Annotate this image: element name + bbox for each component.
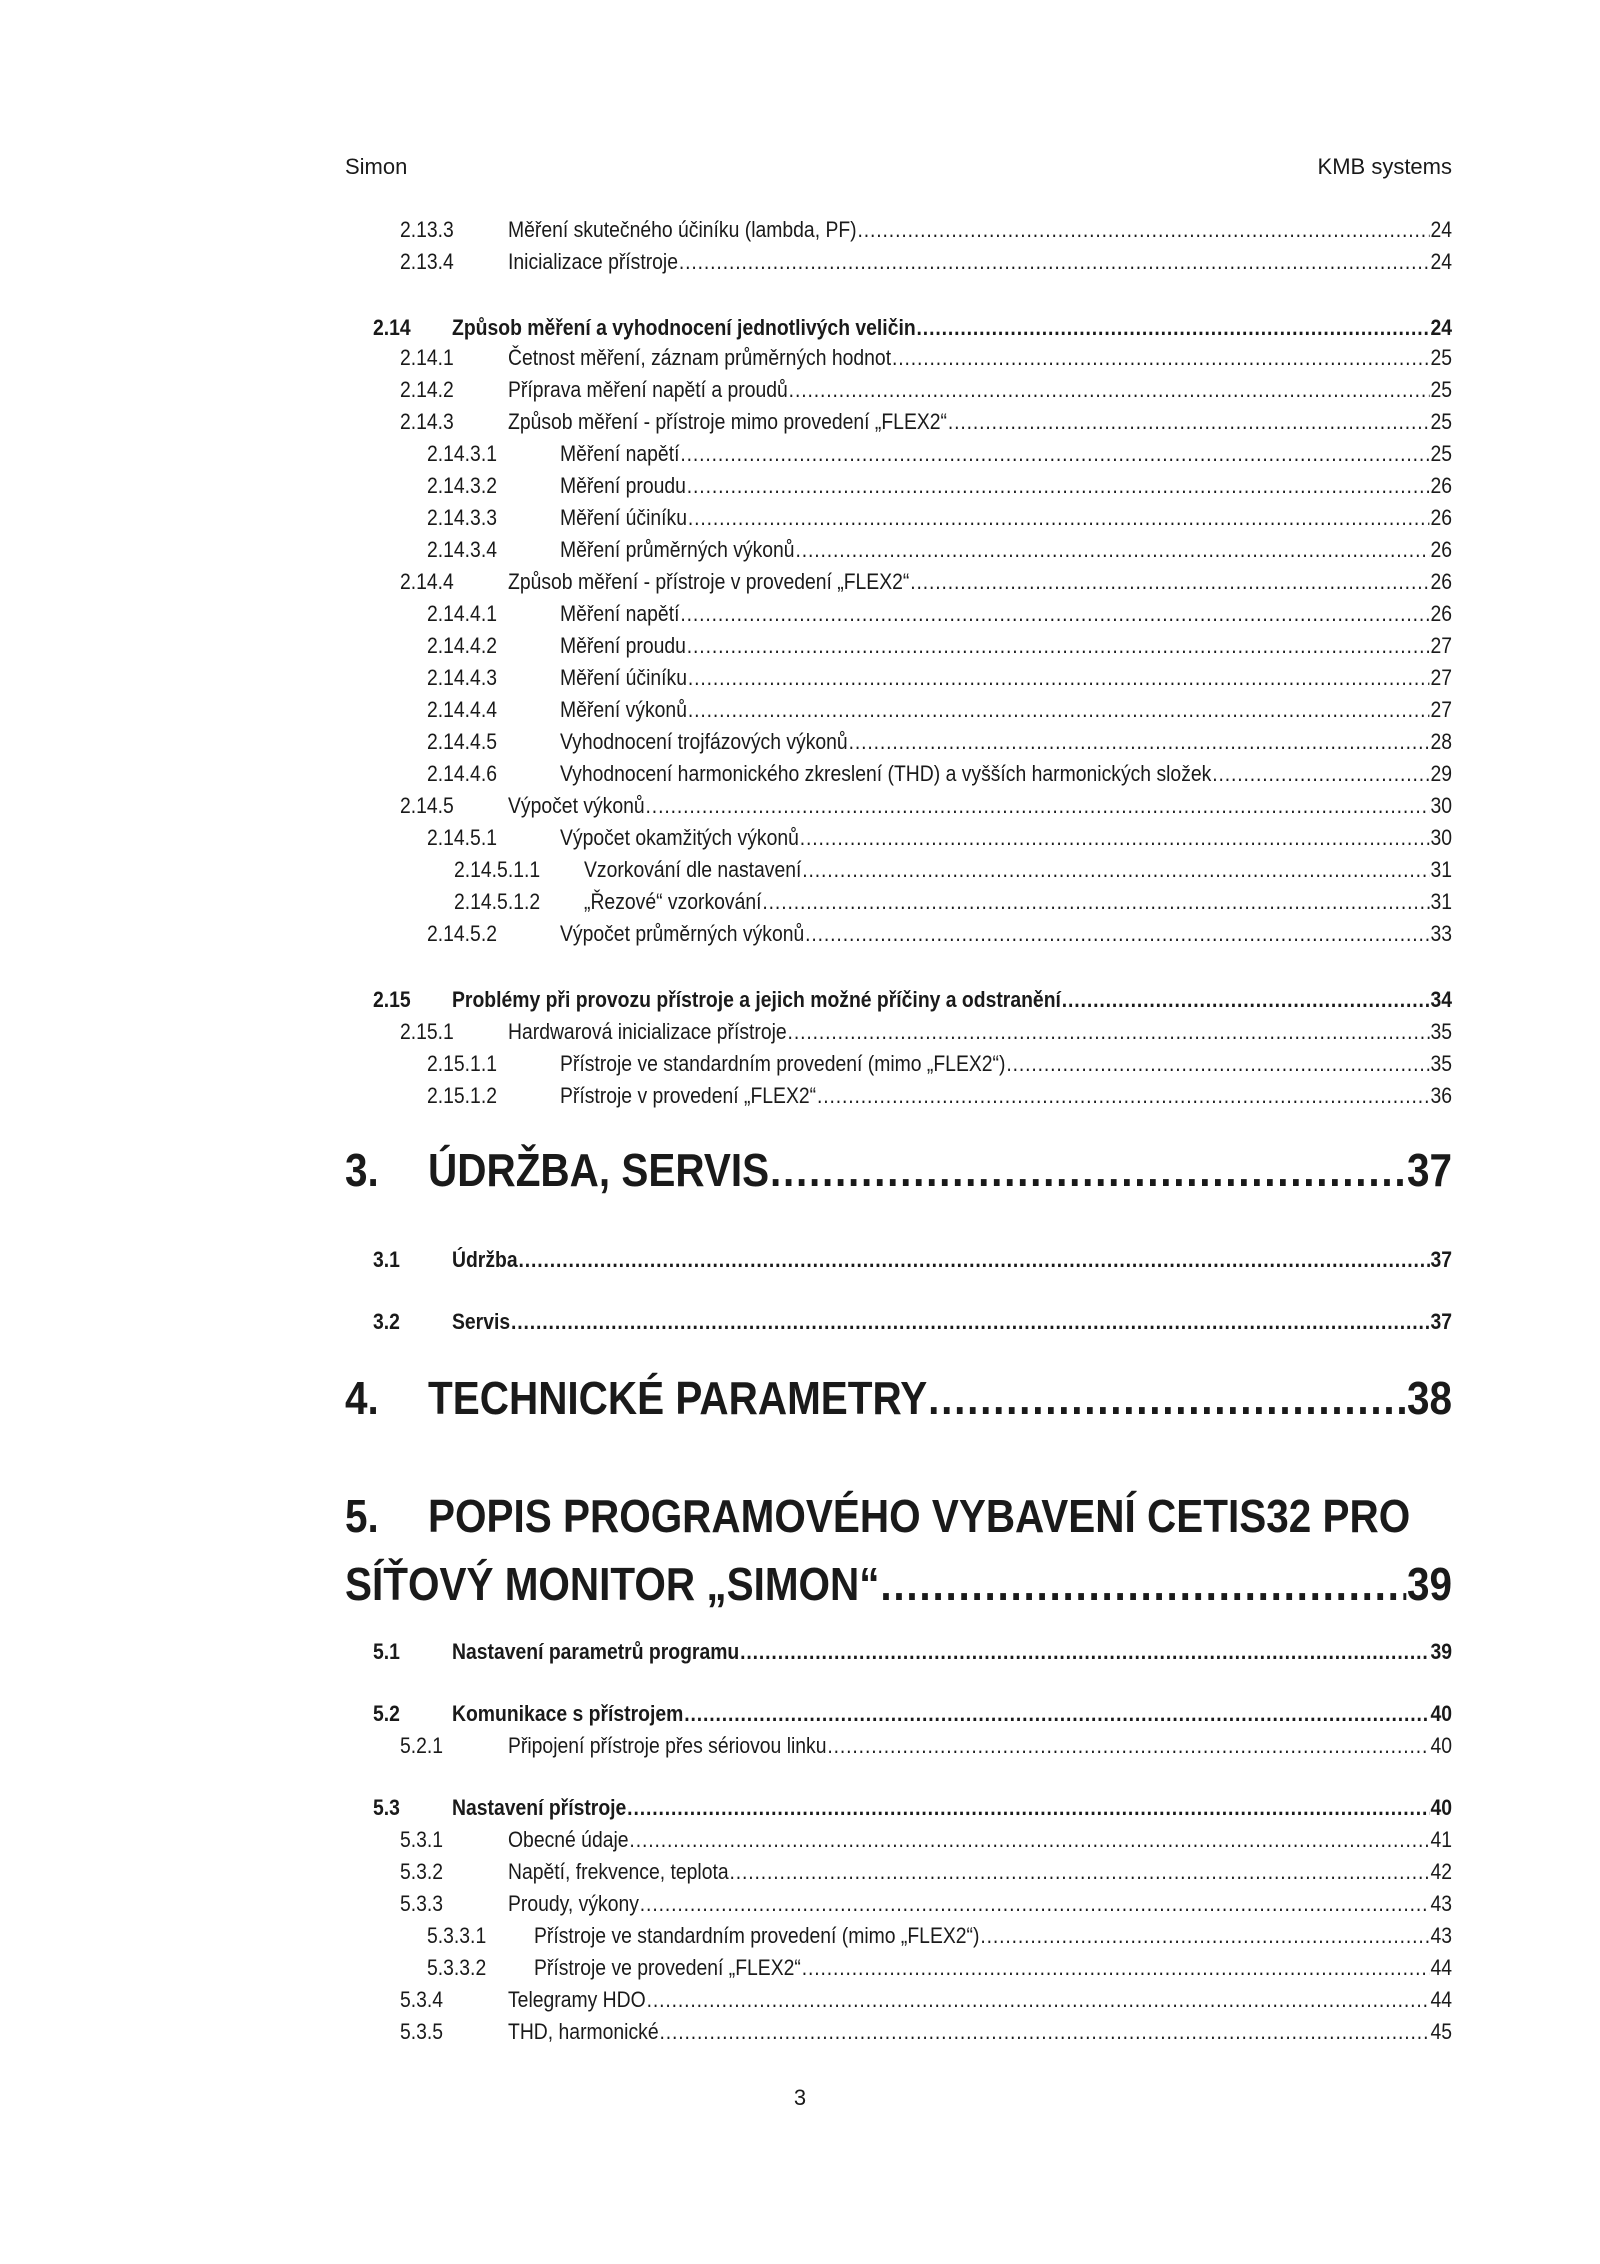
toc-number: 2.13.3 <box>400 217 454 242</box>
toc-number: 2.15.1.1 <box>427 1051 497 1076</box>
toc-leader <box>1006 1048 1429 1080</box>
toc-entry[interactable] <box>373 1698 1452 1730</box>
toc-number: 5.3.5 <box>400 2019 444 2044</box>
toc-page: 27 <box>1430 633 1452 658</box>
toc-entry[interactable] <box>373 1792 1452 1824</box>
toc-title: Měření napětí <box>559 441 680 466</box>
toc-entry[interactable] <box>400 1984 1452 2016</box>
toc-title: Četnost měření, záznam průměrných hodnot <box>507 345 892 370</box>
toc-title: Vyhodnocení trojfázových výkonů <box>559 729 848 754</box>
toc-entry[interactable] <box>427 1048 1452 1080</box>
toc-title: Příprava měření napětí a proudů <box>507 377 788 402</box>
toc-page: 26 <box>1430 505 1452 530</box>
toc-title: Vzorkování dle nastavení <box>583 857 802 882</box>
toc-title: Měření průměrných výkonů <box>559 537 795 562</box>
toc-page: 24 <box>1430 315 1452 340</box>
toc-number: 5.3.3 <box>400 1891 444 1916</box>
toc-title: Připojení přístroje přes sériovou linku <box>507 1733 827 1758</box>
toc-number: 2.14.3.4 <box>427 537 497 562</box>
toc-page: 36 <box>1430 1083 1452 1108</box>
toc-number: 2.14.4.4 <box>427 697 497 722</box>
toc-number: 2.14.4.1 <box>427 601 497 626</box>
toc-number: 2.14.5.1.1 <box>454 857 541 882</box>
toc-entry[interactable] <box>427 726 1452 758</box>
toc-title: Servis <box>451 1309 511 1334</box>
toc-leader <box>688 502 1430 534</box>
toc-number: 4. <box>345 1372 379 1424</box>
toc-page: 37 <box>1430 1247 1452 1272</box>
toc-entry[interactable] <box>400 214 1452 246</box>
toc-entry[interactable] <box>427 1952 1452 1984</box>
toc-leader <box>917 312 1430 344</box>
toc-leader <box>679 246 1430 278</box>
toc-page: 39 <box>1430 1639 1452 1664</box>
toc-entry[interactable] <box>427 758 1452 790</box>
toc-number: 5.2 <box>373 1701 400 1726</box>
toc-number: 5.2.1 <box>400 1733 444 1758</box>
toc-entry[interactable] <box>454 854 1452 886</box>
header-left: Simon <box>345 154 408 179</box>
toc-leader <box>680 598 1429 630</box>
toc-chapter-line-1 <box>345 1486 1410 1546</box>
toc-leader <box>647 1984 1430 2016</box>
toc-leader <box>910 566 1429 598</box>
toc-page: 37 <box>1406 1144 1452 1196</box>
toc-page: 41 <box>1430 1827 1452 1852</box>
toc-number: 2.14.5.2 <box>427 921 497 946</box>
toc-number: 5.3.3.1 <box>427 1923 487 1948</box>
toc-title: POPIS PROGRAMOVÉHO VYBAVENÍ CETIS32 PRO <box>427 1490 1411 1542</box>
toc-number: 2.14.1 <box>400 345 454 370</box>
toc-entry[interactable] <box>400 1856 1452 1888</box>
toc-leader <box>928 1368 1406 1428</box>
toc-number: 2.14.5 <box>400 793 454 818</box>
toc-leader <box>788 1016 1430 1048</box>
toc-page: 43 <box>1430 1891 1452 1916</box>
toc-page: 28 <box>1430 729 1452 754</box>
toc-title: Nastavení přístroje <box>451 1795 627 1820</box>
toc-leader <box>880 1554 1406 1614</box>
toc-entry[interactable] <box>373 984 1452 1016</box>
toc-title: Hardwarová inicializace přístroje <box>507 1019 787 1044</box>
toc-title: Způsob měření - přístroje v provedení „FLEX2“ <box>507 569 910 594</box>
toc-page: 25 <box>1430 409 1452 434</box>
toc-page: 44 <box>1430 1955 1452 1980</box>
toc-leader <box>858 214 1430 246</box>
toc-page: 25 <box>1430 377 1452 402</box>
toc-number: 2.14.4.6 <box>427 761 497 786</box>
toc-leader <box>740 1636 1429 1668</box>
toc-title: Údržba <box>451 1247 518 1272</box>
toc-page: 34 <box>1430 987 1452 1012</box>
toc-page: 25 <box>1430 441 1452 466</box>
toc-entry[interactable] <box>400 374 1452 406</box>
toc-entry[interactable] <box>373 1636 1452 1668</box>
toc-title: Měření proudu <box>559 473 686 498</box>
toc-number: 2.14.4.2 <box>427 633 497 658</box>
toc-leader <box>659 2016 1429 2048</box>
toc-entry[interactable] <box>373 312 1452 344</box>
toc-title: Výpočet průměrných výkonů <box>559 921 805 946</box>
toc-entry[interactable] <box>373 1244 1452 1276</box>
toc-leader <box>688 662 1430 694</box>
toc-number: 2.14.3.3 <box>427 505 497 530</box>
toc-entry[interactable] <box>427 598 1452 630</box>
toc-page: 26 <box>1430 569 1452 594</box>
toc-leader <box>980 1920 1429 1952</box>
toc-leader <box>684 1698 1429 1730</box>
toc-title: Nastavení parametrů programu <box>451 1639 740 1664</box>
toc-entry[interactable] <box>427 918 1452 950</box>
toc-page: 40 <box>1430 1795 1452 1820</box>
toc-entry[interactable] <box>427 438 1452 470</box>
toc-number: 5. <box>345 1490 379 1542</box>
toc-leader <box>762 886 1429 918</box>
toc-number: 2.14 <box>373 315 411 340</box>
toc-number: 5.1 <box>373 1639 400 1664</box>
toc-leader <box>789 374 1430 406</box>
toc-leader <box>687 470 1430 502</box>
toc-entry[interactable] <box>427 1920 1452 1952</box>
toc-title: Napětí, frekvence, teplota <box>507 1859 729 1884</box>
toc-title: THD, harmonické <box>507 2019 659 2044</box>
toc-title: Způsob měření a vyhodnocení jednotlivých veličin <box>451 315 916 340</box>
toc-title: Přístroje v provedení „FLEX2“ <box>559 1083 817 1108</box>
toc-page: 38 <box>1406 1372 1452 1424</box>
toc-entry[interactable] <box>427 694 1452 726</box>
toc-entry[interactable] <box>427 502 1452 534</box>
toc-leader <box>518 1244 1429 1276</box>
toc-page: 40 <box>1430 1733 1452 1758</box>
toc-entry[interactable] <box>400 790 1452 822</box>
toc-title: Proudy, výkony <box>507 1891 639 1916</box>
toc-page: 43 <box>1430 1923 1452 1948</box>
toc-leader <box>948 406 1430 438</box>
toc-page: 42 <box>1430 1859 1452 1884</box>
toc-title: Měření skutečného účiníku (lambda, PF) <box>507 217 857 242</box>
toc-entry[interactable] <box>400 342 1452 374</box>
toc-leader <box>688 694 1430 726</box>
toc-page: 27 <box>1430 665 1452 690</box>
toc-leader <box>892 342 1430 374</box>
toc-entry[interactable] <box>345 1368 1452 1428</box>
toc-number: 2.14.5.1.2 <box>454 889 541 914</box>
toc-title: Výpočet okamžitých výkonů <box>559 825 799 850</box>
toc-page: 31 <box>1430 857 1452 882</box>
toc-title: Měření účiníku <box>559 665 687 690</box>
toc-title: Měření napětí <box>559 601 680 626</box>
toc-entry[interactable] <box>400 2016 1452 2048</box>
toc-number: 5.3.4 <box>400 1987 444 2012</box>
toc-number: 2.13.4 <box>400 249 454 274</box>
toc-leader <box>849 726 1430 758</box>
toc-entry[interactable] <box>454 886 1452 918</box>
page-number: 3 <box>793 2085 807 2110</box>
toc-title: Přístroje ve provedení „FLEX2“ <box>533 1955 801 1980</box>
toc-number: 2.15.1.2 <box>427 1083 497 1108</box>
toc-page: 39 <box>1406 1558 1452 1610</box>
toc-title: Způsob měření - přístroje mimo provedení „FLEX2“ <box>507 409 947 434</box>
toc-title: „Řezové“ vzorkování <box>583 889 762 914</box>
toc-entry[interactable] <box>400 406 1452 438</box>
toc-page: 44 <box>1430 1987 1452 2012</box>
toc-page: 26 <box>1430 473 1452 498</box>
toc-entry[interactable] <box>427 534 1452 566</box>
toc-entry[interactable] <box>427 1080 1452 1112</box>
toc-title: Telegramy HDO <box>507 1987 646 2012</box>
toc-leader <box>805 918 1429 950</box>
toc-number: 5.3.1 <box>400 1827 444 1852</box>
toc-page: 25 <box>1430 345 1452 370</box>
toc-page: 37 <box>1430 1309 1452 1334</box>
toc-page: 35 <box>1430 1051 1452 1076</box>
toc-page: 24 <box>1430 217 1452 242</box>
toc-entry[interactable] <box>373 1306 1452 1338</box>
toc-leader <box>817 1080 1430 1112</box>
toc-title: Výpočet výkonů <box>507 793 645 818</box>
toc-number: 2.14.3.2 <box>427 473 497 498</box>
toc-entry[interactable] <box>427 470 1452 502</box>
toc-title: Vyhodnocení harmonického zkreslení (THD) a vyšších harmonických složek <box>559 761 1212 786</box>
toc-page: 30 <box>1430 825 1452 850</box>
toc-entry[interactable] <box>400 1824 1452 1856</box>
toc-title: Přístroje ve standardním provedení (mimo „FLEX2“) <box>533 1923 980 1948</box>
toc-number: 3.2 <box>373 1309 400 1334</box>
toc-number: 2.14.5.1 <box>427 825 497 850</box>
toc-leader <box>640 1888 1430 1920</box>
toc-page: 26 <box>1430 537 1452 562</box>
toc-entry[interactable] <box>400 1016 1452 1048</box>
toc-number: 2.14.4.3 <box>427 665 497 690</box>
toc-leader <box>729 1856 1429 1888</box>
toc-leader <box>629 1824 1429 1856</box>
toc-number: 3.1 <box>373 1247 400 1272</box>
toc-number: 2.15.1 <box>400 1019 454 1044</box>
toc-title-continuation: SÍŤOVÝ MONITOR „SIMON“ <box>345 1558 880 1610</box>
toc-leader <box>1212 758 1429 790</box>
toc-title: Měření účiníku <box>559 505 687 530</box>
toc-leader <box>646 790 1430 822</box>
toc-entry[interactable] <box>400 566 1452 598</box>
toc-page: 27 <box>1430 697 1452 722</box>
toc-page: 45 <box>1430 2019 1452 2044</box>
toc-title: Měření proudu <box>559 633 686 658</box>
toc-leader <box>1062 984 1430 1016</box>
toc-number: 5.3.3.2 <box>427 1955 487 1980</box>
toc-leader <box>627 1792 1429 1824</box>
toc-leader <box>770 1140 1406 1200</box>
toc-entry[interactable] <box>400 246 1452 278</box>
toc-number: 5.3.2 <box>400 1859 444 1884</box>
toc-leader <box>680 438 1429 470</box>
toc-page: 31 <box>1430 889 1452 914</box>
toc-number: 2.15 <box>373 987 411 1012</box>
toc-number: 3. <box>345 1144 379 1196</box>
toc-entry[interactable] <box>427 630 1452 662</box>
toc-title: ÚDRŽBA, SERVIS <box>427 1144 770 1196</box>
toc-title: Měření výkonů <box>559 697 687 722</box>
toc-page: 30 <box>1430 793 1452 818</box>
toc-number: 2.14.3 <box>400 409 454 434</box>
toc-title: Problémy při provozu přístroje a jejich možné příčiny a odstranění <box>451 987 1061 1012</box>
toc-entry[interactable] <box>427 822 1452 854</box>
toc-entry[interactable] <box>400 1888 1452 1920</box>
toc-page: 33 <box>1430 921 1452 946</box>
toc-leader <box>827 1730 1429 1762</box>
toc-title: Inicializace přístroje <box>507 249 678 274</box>
toc-title: TECHNICKÉ PARAMETRY <box>427 1372 928 1424</box>
toc-entry[interactable] <box>345 1554 1452 1614</box>
toc-leader <box>802 854 1429 886</box>
toc-number: 2.14.3.1 <box>427 441 497 466</box>
toc-leader <box>800 822 1430 854</box>
header-right: KMB systems <box>1317 154 1452 179</box>
toc-page: 24 <box>1430 249 1452 274</box>
toc-number: 5.3 <box>373 1795 400 1820</box>
toc-number: 2.14.4 <box>400 569 454 594</box>
toc-number: 2.14.4.5 <box>427 729 497 754</box>
toc-page: 26 <box>1430 601 1452 626</box>
toc-leader <box>802 1952 1430 1984</box>
toc-entry[interactable] <box>400 1730 1452 1762</box>
toc-number: 2.14.2 <box>400 377 454 402</box>
toc-page: 29 <box>1430 761 1452 786</box>
toc-leader <box>511 1306 1430 1338</box>
toc-title: Komunikace s přístrojem <box>451 1701 684 1726</box>
toc-title: Přístroje ve standardním provedení (mimo „FLEX2“) <box>559 1051 1006 1076</box>
toc-title: Obecné údaje <box>507 1827 629 1852</box>
toc-leader <box>795 534 1429 566</box>
toc-page: 35 <box>1430 1019 1452 1044</box>
toc-entry[interactable] <box>345 1140 1452 1200</box>
toc-entry[interactable] <box>427 662 1452 694</box>
toc-page: 40 <box>1430 1701 1452 1726</box>
toc-leader <box>687 630 1430 662</box>
